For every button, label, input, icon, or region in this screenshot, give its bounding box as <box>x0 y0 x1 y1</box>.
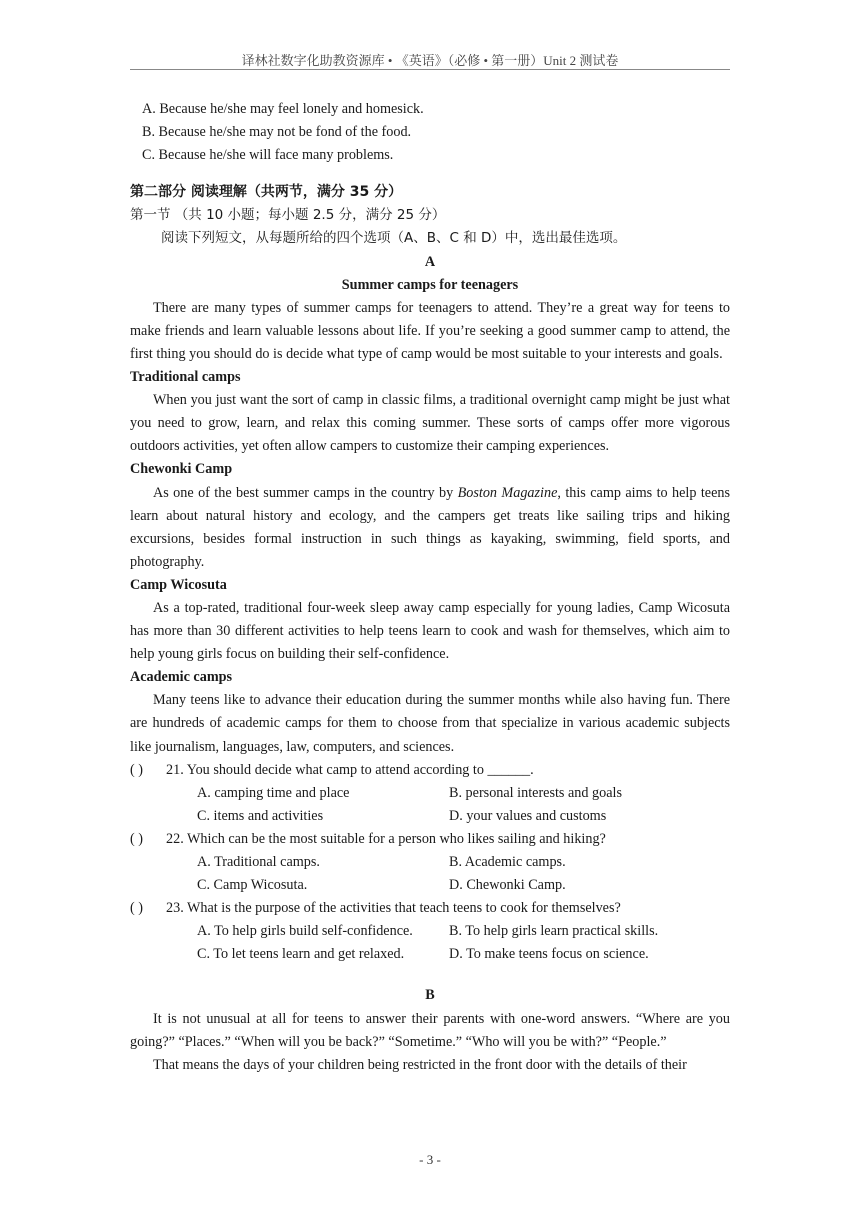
option-b: B. personal interests and goals <box>449 784 622 801</box>
paragraph-text: As one of the best summer camps in the country by <box>153 484 458 501</box>
paragraph: There are many types of summer camps for teenagers to attend. They’re a great way for teens to make friends and learn valuable lessons about life. If you’re seeking a good summer camp to attend, the first thing you should do is decide what type of camp would be most suitable to your interests and goals. <box>130 299 730 362</box>
option-line: B. Because he/she may not be fond of the food. <box>142 124 412 141</box>
paragraph: When you just want the sort of camp in classic films, a traditional overnight camp might be just what you need to grow, learn, and relax this coming summer. These sorts of camps offer more vigorous outdoors activities, yet often allow campers to customize their camping experiences. <box>130 392 730 455</box>
option-b: B. To help girls learn practical skills. <box>449 923 659 940</box>
option-d: D. your values and customs <box>449 807 607 824</box>
paragraph: It is not unusual at all for teens to answer their parents with one-word answers. “Where are you going?” “Places.” “When will you be back?” “Sometime.” “Who will you be with?” “People.” <box>130 1010 730 1050</box>
section-title: 第一节 （共 10 小题；每小题 2.5 分，满分 25 分） <box>130 207 446 224</box>
question-options <box>130 920 730 943</box>
subheading: Camp Wicosuta <box>130 576 227 593</box>
passage-label: B <box>425 987 435 1004</box>
paragraph-text: , this camp aims to help teens learn about natural history and ecology, and the campers get treats like sailing trips and hiking excursions, besides formal instruction in such things as kayaking, swimming, field sports, and photography. <box>130 484 730 570</box>
option-a: A. To help girls build self-confidence. <box>197 923 413 940</box>
page-header: 译林社数字化助教资源库 • 《英语》（必修 • 第一册）Unit 2 测试卷 <box>241 53 619 68</box>
question-23 <box>130 897 730 920</box>
option-line: C. Because he/she will face many problems. <box>142 147 394 164</box>
answer-blank[interactable]: ( ) <box>130 761 143 778</box>
subheading: Traditional camps <box>130 369 241 386</box>
page-number: - 3 - <box>419 1152 441 1167</box>
option-a: A. Traditional camps. <box>197 854 320 870</box>
paragraph <box>130 482 730 574</box>
option-c: C. items and activities <box>197 807 324 824</box>
question-22 <box>130 828 730 851</box>
answer-blank[interactable]: ( ) <box>130 900 143 917</box>
page-content <box>130 98 730 1077</box>
paragraph: That means the days of your children being restricted in the front door with the details of their <box>153 1056 687 1073</box>
question-stem: 21. You should decide what camp to attend according to ______. <box>166 761 534 778</box>
question-stem: 23. What is the purpose of the activities that teach teens to cook for themselves? <box>166 900 621 917</box>
part-title: 第二部分 阅读理解（共两节，满分 35 分） <box>130 184 403 201</box>
passage-label: A <box>424 253 436 270</box>
question-options <box>130 782 730 805</box>
question-options <box>130 874 730 897</box>
instruction: 阅读下列短文，从每题所给的四个选项（A、B、C 和 D）中，选出最佳选项。 <box>161 230 627 247</box>
option-line: A. Because he/she may feel lonely and homesick. <box>142 101 424 117</box>
header-divider <box>130 69 730 70</box>
question-21 <box>130 759 730 782</box>
paragraph: Many teens like to advance their education during the summer months while also having fun. There are hundreds of academic camps for them to choose from that specialize in various academic subjects like journalism, languages, law, computers, and sciences. <box>130 692 730 755</box>
option-d: D. To make teens focus on science. <box>449 946 649 963</box>
option-d: D. Chewonki Camp. <box>449 877 566 894</box>
question-options <box>130 805 730 828</box>
option-c: C. To let teens learn and get relaxed. <box>197 946 405 963</box>
subheading: Chewonki Camp <box>130 461 233 478</box>
question-stem: 22. Which can be the most suitable for a person who likes sailing and hiking? <box>166 830 606 847</box>
magazine-name: Boston Magazine <box>457 484 558 501</box>
option-c: C. Camp Wicosuta. <box>197 877 308 894</box>
question-options <box>130 851 730 874</box>
passage-title: Summer camps for teenagers <box>341 276 519 293</box>
option-a: A. camping time and place <box>197 784 350 801</box>
subheading: Academic camps <box>130 669 233 686</box>
option-b: B. Academic camps. <box>449 854 566 870</box>
paragraph: As a top-rated, traditional four-week sleep away camp especially for young ladies, Camp Wicosuta has more than 30 different activities to help teens learn to cook and wash for themselves, which aim to help young girls focus on building their self-confidence. <box>130 599 730 663</box>
answer-blank[interactable]: ( ) <box>130 830 143 847</box>
question-options <box>130 943 730 966</box>
